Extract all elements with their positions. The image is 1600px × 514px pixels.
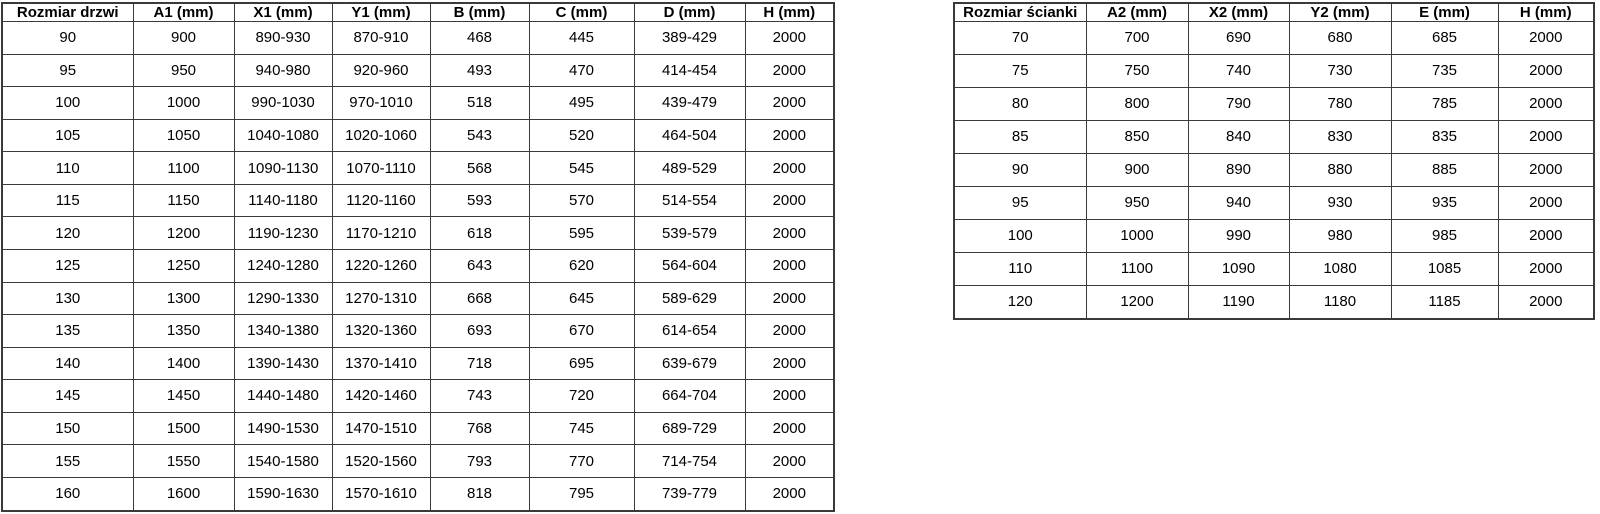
table-cell: 818 [430, 477, 529, 511]
table-cell: 150 [2, 412, 133, 445]
table-cell: 1550 [133, 445, 234, 478]
table-cell: 1300 [133, 282, 234, 315]
table-cell: 2000 [745, 87, 834, 120]
table-cell: 2000 [1498, 186, 1594, 219]
table-cell: 718 [430, 347, 529, 380]
table-row [2, 445, 834, 478]
column-header: H (mm) [1498, 3, 1594, 22]
table-cell: 735 [1391, 54, 1498, 87]
table-cell: 1070-1110 [332, 152, 430, 185]
table-cell: 2000 [745, 445, 834, 478]
table-row [954, 22, 1594, 55]
table-cell: 785 [1391, 87, 1498, 120]
table-cell: 790 [1188, 87, 1289, 120]
table-cell: 130 [2, 282, 133, 315]
column-header: X1 (mm) [234, 3, 332, 22]
table-cell: 2000 [745, 217, 834, 250]
table-cell: 743 [430, 380, 529, 413]
table-row [954, 252, 1594, 285]
table-row [2, 477, 834, 511]
table-cell: 145 [2, 380, 133, 413]
column-header: C (mm) [529, 3, 634, 22]
table-cell: 514-554 [634, 184, 745, 217]
table-cell: 2000 [1498, 252, 1594, 285]
table-cell: 115 [2, 184, 133, 217]
table-cell: 100 [954, 219, 1086, 252]
table-cell: 1540-1580 [234, 445, 332, 478]
table-row [2, 184, 834, 217]
table-cell: 539-579 [634, 217, 745, 250]
table-cell: 2000 [1498, 153, 1594, 186]
column-header: A1 (mm) [133, 3, 234, 22]
table-cell: 445 [529, 22, 634, 55]
table-cell: 885 [1391, 153, 1498, 186]
table-cell: 1150 [133, 184, 234, 217]
table-cell: 470 [529, 54, 634, 87]
table-cell: 493 [430, 54, 529, 87]
table-cell: 439-479 [634, 87, 745, 120]
table-cell: 155 [2, 445, 133, 478]
table-cell: 389-429 [634, 22, 745, 55]
door-table-header-row [2, 3, 834, 22]
table-cell: 645 [529, 282, 634, 315]
table-cell: 2000 [745, 22, 834, 55]
table-cell: 90 [2, 22, 133, 55]
table-cell: 739-779 [634, 477, 745, 511]
table-cell: 890 [1188, 153, 1289, 186]
table-cell: 1490-1530 [234, 412, 332, 445]
table-cell: 900 [1086, 153, 1188, 186]
table-cell: 1590-1630 [234, 477, 332, 511]
table-row [2, 282, 834, 315]
table-row [2, 217, 834, 250]
table-cell: 1270-1310 [332, 282, 430, 315]
table-cell: 1000 [1086, 219, 1188, 252]
table-row [2, 22, 834, 55]
column-header: X2 (mm) [1188, 3, 1289, 22]
table-cell: 670 [529, 315, 634, 348]
column-header: A2 (mm) [1086, 3, 1188, 22]
table-cell: 1090-1130 [234, 152, 332, 185]
table-cell: 800 [1086, 87, 1188, 120]
table-cell: 1250 [133, 249, 234, 282]
table-cell: 120 [2, 217, 133, 250]
table-cell: 940-980 [234, 54, 332, 87]
table-cell: 464-504 [634, 119, 745, 152]
table-cell: 570 [529, 184, 634, 217]
table-cell: 520 [529, 119, 634, 152]
table-cell: 2000 [1498, 285, 1594, 319]
table-cell: 1190-1230 [234, 217, 332, 250]
column-header: Rozmiar drzwi [2, 3, 133, 22]
table-cell: 1120-1160 [332, 184, 430, 217]
table-cell: 940 [1188, 186, 1289, 219]
table-cell: 545 [529, 152, 634, 185]
table-cell: 890-930 [234, 22, 332, 55]
table-cell: 668 [430, 282, 529, 315]
table-cell: 80 [954, 87, 1086, 120]
table-cell: 95 [2, 54, 133, 87]
table-cell: 714-754 [634, 445, 745, 478]
table-cell: 489-529 [634, 152, 745, 185]
table-cell: 1340-1380 [234, 315, 332, 348]
table-cell: 985 [1391, 219, 1498, 252]
table-cell: 1090 [1188, 252, 1289, 285]
table-cell: 120 [954, 285, 1086, 319]
table-cell: 970-1010 [332, 87, 430, 120]
column-header: Y1 (mm) [332, 3, 430, 22]
table-cell: 110 [2, 152, 133, 185]
table-row [954, 54, 1594, 87]
table-cell: 990 [1188, 219, 1289, 252]
table-row [954, 87, 1594, 120]
table-row [954, 186, 1594, 219]
table-cell: 2000 [1498, 54, 1594, 87]
table-cell: 870-910 [332, 22, 430, 55]
table-row [954, 120, 1594, 153]
table-cell: 543 [430, 119, 529, 152]
table-row [2, 380, 834, 413]
table-cell: 980 [1289, 219, 1391, 252]
table-row [954, 285, 1594, 319]
table-cell: 685 [1391, 22, 1498, 55]
table-cell: 1390-1430 [234, 347, 332, 380]
table-cell: 1350 [133, 315, 234, 348]
column-header: D (mm) [634, 3, 745, 22]
table-cell: 140 [2, 347, 133, 380]
table-cell: 95 [954, 186, 1086, 219]
table-cell: 1450 [133, 380, 234, 413]
table-cell: 795 [529, 477, 634, 511]
column-header: Rozmiar ścianki [954, 3, 1086, 22]
table-cell: 639-679 [634, 347, 745, 380]
table-cell: 990-1030 [234, 87, 332, 120]
table-cell: 1185 [1391, 285, 1498, 319]
table-cell: 900 [133, 22, 234, 55]
table-cell: 1400 [133, 347, 234, 380]
table-cell: 100 [2, 87, 133, 120]
table-cell: 618 [430, 217, 529, 250]
table-cell: 1440-1480 [234, 380, 332, 413]
table-cell: 620 [529, 249, 634, 282]
table-cell: 160 [2, 477, 133, 511]
table-cell: 1520-1560 [332, 445, 430, 478]
table-cell: 770 [529, 445, 634, 478]
table-cell: 595 [529, 217, 634, 250]
table-cell: 1100 [1086, 252, 1188, 285]
table-cell: 950 [1086, 186, 1188, 219]
table-cell: 1040-1080 [234, 119, 332, 152]
table-cell: 468 [430, 22, 529, 55]
table-cell: 1050 [133, 119, 234, 152]
table-row [2, 54, 834, 87]
table-cell: 414-454 [634, 54, 745, 87]
table-cell: 2000 [745, 315, 834, 348]
wall-size-table [953, 2, 1595, 320]
table-cell: 664-704 [634, 380, 745, 413]
column-header: B (mm) [430, 3, 529, 22]
table-cell: 693 [430, 315, 529, 348]
table-cell: 680 [1289, 22, 1391, 55]
table-cell: 2000 [745, 380, 834, 413]
table-cell: 2000 [1498, 219, 1594, 252]
table-cell: 105 [2, 119, 133, 152]
table-cell: 935 [1391, 186, 1498, 219]
table-cell: 750 [1086, 54, 1188, 87]
column-header: Y2 (mm) [1289, 3, 1391, 22]
table-cell: 768 [430, 412, 529, 445]
table-cell: 1470-1510 [332, 412, 430, 445]
table-row [954, 153, 1594, 186]
table-cell: 740 [1188, 54, 1289, 87]
table-cell: 614-654 [634, 315, 745, 348]
table-cell: 2000 [745, 282, 834, 315]
table-cell: 593 [430, 184, 529, 217]
table-cell: 1290-1330 [234, 282, 332, 315]
table-cell: 700 [1086, 22, 1188, 55]
table-cell: 2000 [745, 347, 834, 380]
table-cell: 495 [529, 87, 634, 120]
table-cell: 720 [529, 380, 634, 413]
table-cell: 1000 [133, 87, 234, 120]
table-cell: 568 [430, 152, 529, 185]
table-cell: 793 [430, 445, 529, 478]
table-cell: 518 [430, 87, 529, 120]
table-cell: 2000 [1498, 22, 1594, 55]
column-header: H (mm) [745, 3, 834, 22]
table-cell: 1085 [1391, 252, 1498, 285]
table-cell: 2000 [745, 119, 834, 152]
table-cell: 880 [1289, 153, 1391, 186]
table-cell: 1100 [133, 152, 234, 185]
door-size-table [1, 2, 835, 512]
table-cell: 1080 [1289, 252, 1391, 285]
table-cell: 589-629 [634, 282, 745, 315]
table-cell: 1220-1260 [332, 249, 430, 282]
table-cell: 1140-1180 [234, 184, 332, 217]
table-cell: 2000 [1498, 87, 1594, 120]
table-cell: 745 [529, 412, 634, 445]
table-cell: 689-729 [634, 412, 745, 445]
table-cell: 1570-1610 [332, 477, 430, 511]
table-cell: 930 [1289, 186, 1391, 219]
table-cell: 695 [529, 347, 634, 380]
table-row [954, 219, 1594, 252]
table-row [2, 412, 834, 445]
table-cell: 950 [133, 54, 234, 87]
table-cell: 90 [954, 153, 1086, 186]
table-cell: 2000 [1498, 120, 1594, 153]
table-row [2, 347, 834, 380]
table-cell: 690 [1188, 22, 1289, 55]
table-cell: 2000 [745, 54, 834, 87]
table-row [2, 249, 834, 282]
table-cell: 135 [2, 315, 133, 348]
table-cell: 1200 [133, 217, 234, 250]
table-cell: 1500 [133, 412, 234, 445]
table-cell: 75 [954, 54, 1086, 87]
table-cell: 2000 [745, 152, 834, 185]
table-cell: 2000 [745, 412, 834, 445]
table-cell: 2000 [745, 184, 834, 217]
table-cell: 564-604 [634, 249, 745, 282]
table-cell: 1370-1410 [332, 347, 430, 380]
column-header: E (mm) [1391, 3, 1498, 22]
table-cell: 730 [1289, 54, 1391, 87]
table-cell: 835 [1391, 120, 1498, 153]
table-cell: 110 [954, 252, 1086, 285]
table-cell: 1170-1210 [332, 217, 430, 250]
table-cell: 1240-1280 [234, 249, 332, 282]
table-cell: 2000 [745, 249, 834, 282]
table-cell: 780 [1289, 87, 1391, 120]
table-row [2, 87, 834, 120]
table-cell: 1320-1360 [332, 315, 430, 348]
table-cell: 1200 [1086, 285, 1188, 319]
table-cell: 830 [1289, 120, 1391, 153]
table-cell: 2000 [745, 477, 834, 511]
table-row [2, 315, 834, 348]
table-cell: 1190 [1188, 285, 1289, 319]
table-cell: 85 [954, 120, 1086, 153]
table-cell: 70 [954, 22, 1086, 55]
table-cell: 920-960 [332, 54, 430, 87]
table-cell: 1180 [1289, 285, 1391, 319]
table-cell: 1600 [133, 477, 234, 511]
table-row [2, 119, 834, 152]
table-cell: 1420-1460 [332, 380, 430, 413]
table-cell: 643 [430, 249, 529, 282]
table-cell: 850 [1086, 120, 1188, 153]
table-cell: 840 [1188, 120, 1289, 153]
wall-table-header-row [954, 3, 1594, 22]
table-row [2, 152, 834, 185]
table-cell: 125 [2, 249, 133, 282]
table-cell: 1020-1060 [332, 119, 430, 152]
